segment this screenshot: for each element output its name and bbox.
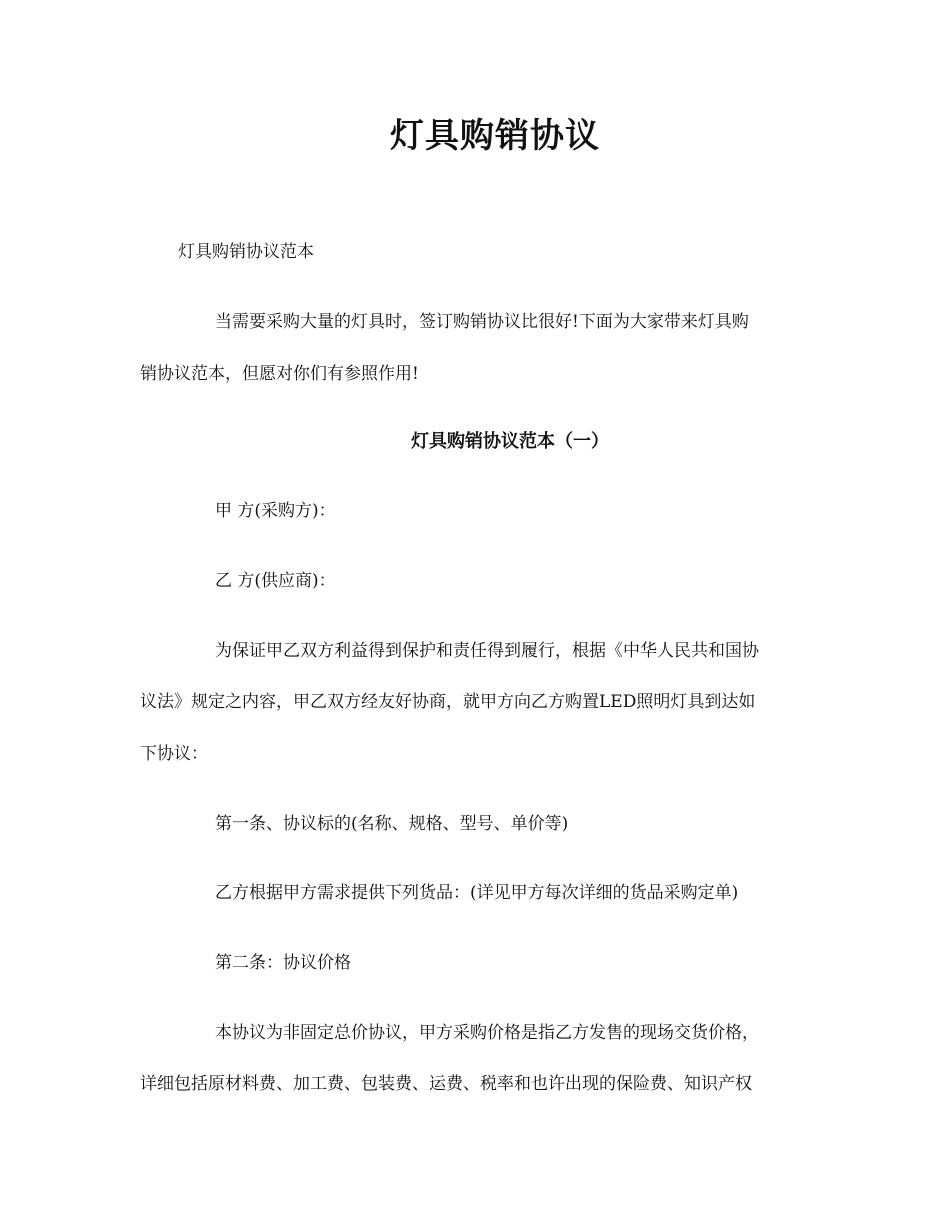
article-2-body-line-1: 本协议为非固定总价协议，甲方采购价格是指乙方发售的现场交货价格， (215, 1023, 759, 1043)
preamble-line-2: 议法》规定之内容，甲乙双方经友好协商，就甲方向乙方购置LED照明灯具到达如 (140, 692, 756, 712)
intro-label: 灯具购销协议范本 (178, 242, 314, 262)
preamble-line-3: 下协议： (140, 744, 208, 764)
party-b-line: 乙 方(供应商)： (215, 571, 336, 591)
preamble-line-1: 为保证甲乙双方利益得到保护和责任得到履行，根据《中华人民共和国协 (215, 641, 759, 661)
article-2-body-line-2: 详细包括原材料费、加工费、包装费、运费、税率和也许出现的保险费、知识产权 (140, 1074, 752, 1094)
article-1-title: 第一条、协议标的(名称、规格、型号、单价等) (215, 814, 569, 834)
article-2-title: 第二条：协议价格 (215, 953, 351, 973)
document-title: 灯具购销协议 (390, 116, 600, 156)
intro-paragraph-line-2: 销协议范本，但愿对你们有参照作用! (140, 364, 419, 384)
party-a-line: 甲 方(采购方)： (215, 501, 336, 521)
article-1-body: 乙方根据甲方需求提供下列货品：(详见甲方每次详细的货品采购定单) (215, 883, 739, 903)
intro-paragraph-line-1: 当需要采购大量的灯具时，签订购销协议比很好!下面为大家带来灯具购 (215, 312, 749, 332)
section-heading: 灯具购销协议范本（一） (411, 431, 609, 452)
